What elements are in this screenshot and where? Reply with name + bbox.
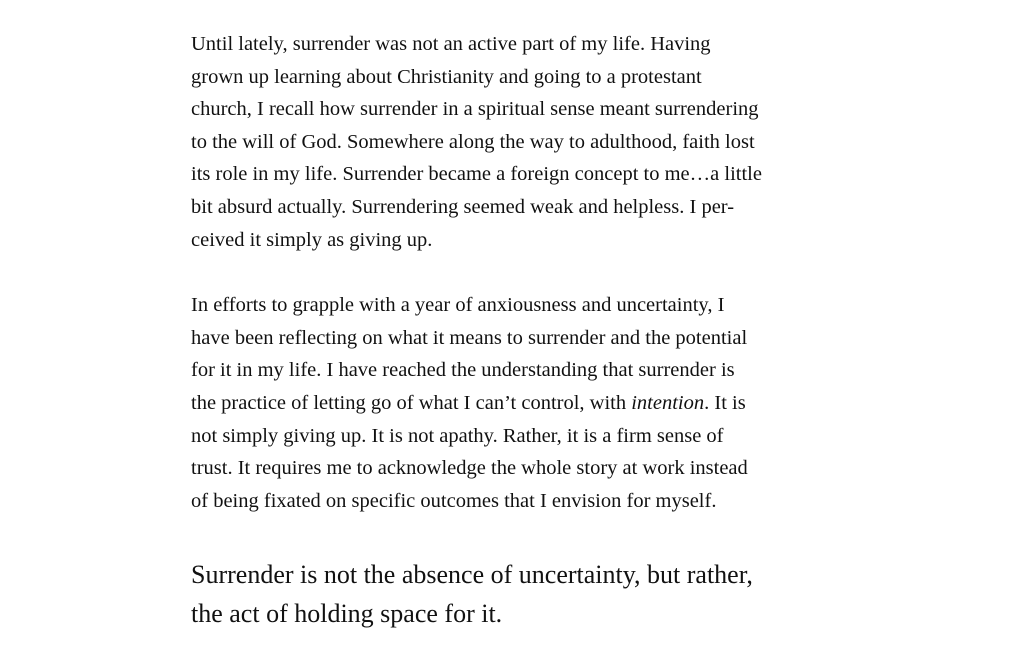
text-line: to the will of God. Somewhere along the way to adulthood, faith lost <box>191 130 755 153</box>
text-line: have been reflecting on what it means to surrender and the potential <box>191 326 748 349</box>
text-line: Until lately, surrender was not an active part of my life. Having <box>191 33 711 55</box>
pull-quote <box>191 555 851 633</box>
pull-quote-line: the act of holding space for it. <box>191 599 503 629</box>
text-line: not simply giving up. It is not apathy. Rather, it is a firm sense of <box>191 424 724 447</box>
text-line: In efforts to grapple with a year of anxiousness and uncertainty, I <box>191 294 725 317</box>
text-line: church, I recall how surrender in a spiritual sense meant surrendering <box>191 98 759 121</box>
text-line: trust. It requires me to acknowledge the whole story at work instead <box>191 457 748 480</box>
pull-quote-line: Surrender is not the absence of uncertainty, but rather, <box>191 560 753 590</box>
text-line: for it in my life. I have reached the understanding that surrender is <box>191 359 735 382</box>
article-body <box>191 28 851 633</box>
text-segment: the practice of letting go of what I can’t control, with <box>191 391 632 414</box>
text-line-with-emphasis <box>191 387 851 420</box>
text-line: its role in my life. Surrender became a foreign concept to me…a little <box>191 163 762 186</box>
paragraph-surrender-background <box>191 28 851 256</box>
text-line: bit absurd actually. Surrendering seemed weak and helpless. I per- <box>191 195 735 218</box>
text-line: ceived it simply as giving up. <box>191 228 433 251</box>
paragraph-surrender-reflection <box>191 289 851 517</box>
text-line: of being fixated on specific outcomes that I envision for myself. <box>191 489 717 512</box>
text-segment: . It is <box>704 391 746 414</box>
emphasis-intention: intention <box>631 391 705 414</box>
text-line: grown up learning about Christianity and going to a protestant <box>191 65 702 88</box>
